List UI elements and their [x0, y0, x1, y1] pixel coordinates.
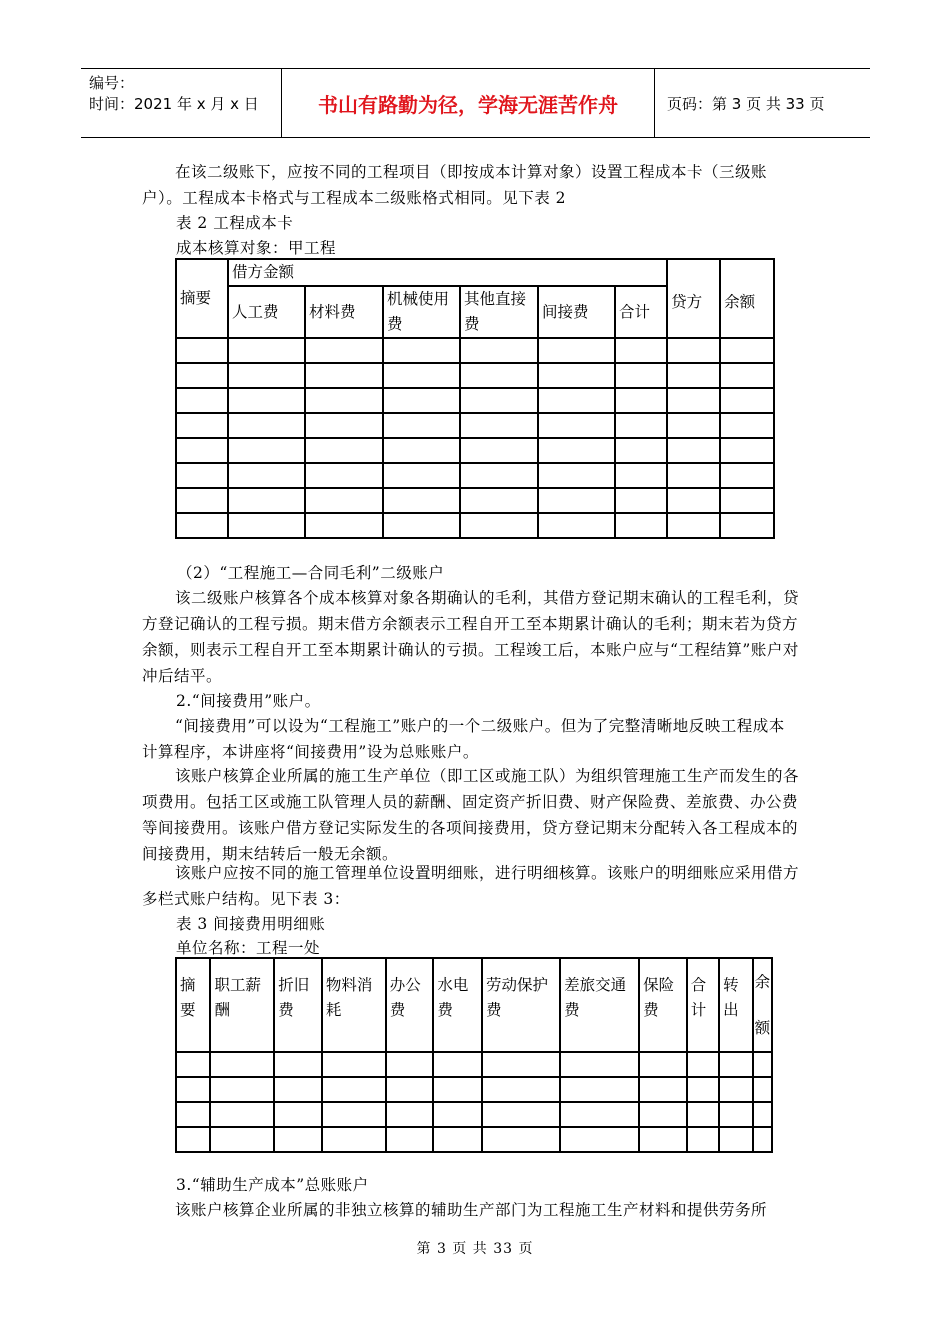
table2-header-total: 合计 — [615, 286, 667, 338]
page-footer: 第 3 页 共 33 页 — [416, 1241, 534, 1257]
table-cell — [176, 338, 228, 363]
table-cell — [176, 1102, 210, 1127]
table-cell — [274, 1127, 322, 1152]
table2-header-debit-group: 借方金额 — [228, 259, 667, 286]
section-auxiliary-production-heading: 3.“辅助生产成本”总账账户 — [176, 1176, 369, 1194]
table3-header-travel: 差旅交通费 — [560, 958, 639, 1052]
table-cell — [538, 388, 615, 413]
table-cell — [460, 488, 538, 513]
table-cell — [719, 1077, 752, 1102]
table-cell — [720, 463, 774, 488]
table-cell — [538, 513, 615, 538]
paragraph-auxiliary-production: 该账户核算企业所属的非独立核算的辅助生产部门为工程施工生产材料和提供劳务所 — [175, 1201, 768, 1219]
table-row — [176, 488, 774, 513]
table-row — [176, 1077, 772, 1102]
table-cell — [667, 413, 720, 438]
table-cell — [482, 1052, 560, 1077]
header-page-indicator: 页码：第 3 页 共 33 页 — [667, 94, 825, 113]
table-cell — [210, 1077, 274, 1102]
table-row — [176, 463, 774, 488]
table-cell — [228, 463, 305, 488]
header-motto: 书山有路勤为径，学海无涯苦作舟 — [282, 69, 655, 137]
table-cell — [639, 1077, 687, 1102]
table-cell — [460, 388, 538, 413]
table3-header-depreciation: 折旧费 — [274, 958, 322, 1052]
table-cell — [720, 363, 774, 388]
table2-title: 表 2 工程成本卡 — [176, 214, 294, 232]
table-cell — [176, 1077, 210, 1102]
table-cell — [667, 463, 720, 488]
table-cell — [210, 1052, 274, 1077]
table-cell — [383, 338, 460, 363]
table2-cost-card — [175, 258, 775, 539]
table-cell — [305, 388, 383, 413]
table2-body — [176, 338, 774, 538]
table3-header-balance: 余额 — [753, 958, 772, 1052]
table3-header-total: 合计 — [687, 958, 719, 1052]
page-header — [81, 68, 870, 138]
table-cell — [383, 388, 460, 413]
paragraph-indirect-cost-2: 该账户核算企业所属的施工生产单位（即工区或施工队）为组织管理施工生产而发生的各项费用。包括工区或施工队管理人员的薪酬、固定资产折旧费、财产保险费、差旅费、办公费等间接费用。该账户借方登记实际发生的各项间接费用，贷方登记期末分配转入各工程成本的间接费用，期末结转后一般无余额。 — [142, 767, 800, 863]
table-cell — [176, 463, 228, 488]
table-cell — [615, 413, 667, 438]
table-cell — [639, 1052, 687, 1077]
table-cell — [383, 363, 460, 388]
section-indirect-cost-heading: 2.“间接费用”账户。 — [176, 692, 321, 710]
table-cell — [228, 388, 305, 413]
table-cell — [720, 438, 774, 463]
table-cell — [482, 1077, 560, 1102]
table-cell — [560, 1127, 639, 1152]
table-cell — [615, 513, 667, 538]
table-cell — [305, 413, 383, 438]
table-cell — [322, 1077, 386, 1102]
table-cell — [667, 338, 720, 363]
table-cell — [460, 463, 538, 488]
table2-header-summary: 摘要 — [176, 259, 228, 338]
table-cell — [386, 1052, 434, 1077]
paragraph-gross-profit: 该二级账户核算各个成本核算对象各期确认的毛利，其借方登记期末确认的工程毛利，贷方登记确认的工程亏损。期末借方余额表示工程自开工至本期累计确认的毛利；期末若为贷方余额，则表示工程自开工至本期累计确认的亏损。工程竣工后，本账户应与“工程结算”账户对冲后结平。 — [142, 589, 800, 685]
table-cell — [228, 413, 305, 438]
table-cell — [383, 513, 460, 538]
table-cell — [274, 1077, 322, 1102]
table-cell — [615, 363, 667, 388]
table-cell — [560, 1052, 639, 1077]
table-cell — [538, 338, 615, 363]
table2-header-indirect: 间接费 — [538, 286, 615, 338]
table3-header-insurance: 保险费 — [639, 958, 687, 1052]
paragraph-cost-card-intro: 在该二级账下，应按不同的工程项目（即按成本计算对象）设置工程成本卡（三级账户）。工程成本卡格式与工程成本二级账格式相同。见下表 2 — [142, 163, 768, 207]
table3-header-transfer: 转出 — [719, 958, 752, 1052]
table2-header-other-direct: 其他直接费 — [460, 286, 538, 338]
document-time-label: 时间：2021 年 x 月 x 日 — [89, 95, 259, 113]
table-cell — [460, 513, 538, 538]
table-cell — [176, 413, 228, 438]
table2-header-material: 材料费 — [305, 286, 383, 338]
table-cell — [753, 1052, 772, 1077]
table3-header-utilities: 水电费 — [433, 958, 482, 1052]
table-cell — [305, 338, 383, 363]
table-cell — [176, 438, 228, 463]
table-cell — [305, 463, 383, 488]
table-cell — [753, 1127, 772, 1152]
table-row — [176, 1127, 772, 1152]
table-cell — [538, 488, 615, 513]
table-cell — [228, 338, 305, 363]
table-cell — [228, 488, 305, 513]
table-cell — [383, 413, 460, 438]
table-cell — [228, 513, 305, 538]
section-gross-profit-heading: （2）“工程施工—合同毛利”二级账户 — [177, 564, 445, 582]
table3-header-salary: 职工薪酬 — [210, 958, 274, 1052]
table-cell — [383, 463, 460, 488]
table-row — [176, 388, 774, 413]
table-cell — [615, 463, 667, 488]
table-cell — [482, 1102, 560, 1127]
table-cell — [228, 363, 305, 388]
table2-header-machine: 机械使用费 — [383, 286, 460, 338]
table-cell — [176, 388, 228, 413]
paragraph-indirect-cost-3: 该账户应按不同的施工管理单位设置明细账，进行明细核算。该账户的明细账应采用借方多栏式账户结构。见下表 3： — [142, 864, 800, 908]
table-cell — [719, 1127, 752, 1152]
table-cell — [667, 513, 720, 538]
paragraph-indirect-cost-1: “间接费用”可以设为“工程施工”账户的一个二级账户。但为了完整清晰地反映工程成本计算程序，本讲座将“间接费用”设为总账账户。 — [142, 717, 785, 761]
table-cell — [433, 1127, 482, 1152]
header-meta — [81, 69, 282, 137]
table-cell — [687, 1052, 719, 1077]
table-cell — [753, 1102, 772, 1127]
table-cell — [386, 1102, 434, 1127]
table-cell — [753, 1077, 772, 1102]
table-cell — [720, 513, 774, 538]
table-cell — [639, 1102, 687, 1127]
table-cell — [383, 488, 460, 513]
table-cell — [386, 1127, 434, 1152]
table-cell — [538, 438, 615, 463]
table-row — [176, 1052, 772, 1077]
table-cell — [460, 413, 538, 438]
table-cell — [176, 1127, 210, 1152]
table-cell — [720, 388, 774, 413]
table-cell — [687, 1077, 719, 1102]
table3-indirect-cost-ledger — [175, 957, 773, 1153]
table-cell — [639, 1127, 687, 1152]
table-cell — [383, 438, 460, 463]
table-cell — [305, 438, 383, 463]
table-row — [176, 363, 774, 388]
table3-header-protection: 劳动保护费 — [482, 958, 560, 1052]
table-cell — [560, 1077, 639, 1102]
table3-body — [176, 1052, 772, 1152]
table-cell — [433, 1077, 482, 1102]
table3-title: 表 3 间接费用明细账 — [176, 915, 326, 933]
table-cell — [176, 488, 228, 513]
table-cell — [538, 363, 615, 388]
table-cell — [538, 413, 615, 438]
table-cell — [615, 438, 667, 463]
table-cell — [615, 388, 667, 413]
table-cell — [667, 363, 720, 388]
table-cell — [322, 1102, 386, 1127]
table-row — [176, 1102, 772, 1127]
table-cell — [560, 1102, 639, 1127]
table-cell — [386, 1077, 434, 1102]
table-cell — [176, 363, 228, 388]
table-cell — [460, 338, 538, 363]
table3-header-office: 办公费 — [386, 958, 434, 1052]
table-row — [176, 513, 774, 538]
table-cell — [274, 1052, 322, 1077]
table-cell — [460, 363, 538, 388]
table-row — [176, 338, 774, 363]
table2-cost-object: 成本核算对象：甲工程 — [176, 239, 337, 257]
table2-header-balance: 余额 — [720, 259, 774, 338]
document-number-label: 编号： — [89, 74, 135, 92]
table3-header-materials: 物料消耗 — [322, 958, 386, 1052]
table-cell — [210, 1127, 274, 1152]
table-cell — [176, 1052, 210, 1077]
table-cell — [482, 1127, 560, 1152]
table-cell — [176, 513, 228, 538]
table3-unit: 单位名称：工程一处 — [176, 939, 321, 957]
table-row — [176, 438, 774, 463]
table-cell — [433, 1052, 482, 1077]
table-cell — [274, 1102, 322, 1127]
table-cell — [667, 438, 720, 463]
table-cell — [615, 338, 667, 363]
table-cell — [719, 1102, 752, 1127]
table-cell — [719, 1052, 752, 1077]
table-cell — [460, 438, 538, 463]
table-cell — [720, 488, 774, 513]
table-cell — [305, 488, 383, 513]
table3-header-summary: 摘要 — [176, 958, 210, 1052]
table-cell — [305, 513, 383, 538]
table-cell — [667, 388, 720, 413]
table-cell — [305, 363, 383, 388]
table-cell — [687, 1127, 719, 1152]
table-row — [176, 413, 774, 438]
table-cell — [228, 438, 305, 463]
table2-header-credit: 贷方 — [667, 259, 720, 338]
table-cell — [538, 463, 615, 488]
table-cell — [720, 413, 774, 438]
table-cell — [322, 1052, 386, 1077]
table-cell — [433, 1102, 482, 1127]
table-cell — [667, 488, 720, 513]
table2-header-labor: 人工费 — [228, 286, 305, 338]
table-cell — [615, 488, 667, 513]
table-cell — [210, 1102, 274, 1127]
table-cell — [720, 338, 774, 363]
table-cell — [322, 1127, 386, 1152]
table-cell — [687, 1102, 719, 1127]
